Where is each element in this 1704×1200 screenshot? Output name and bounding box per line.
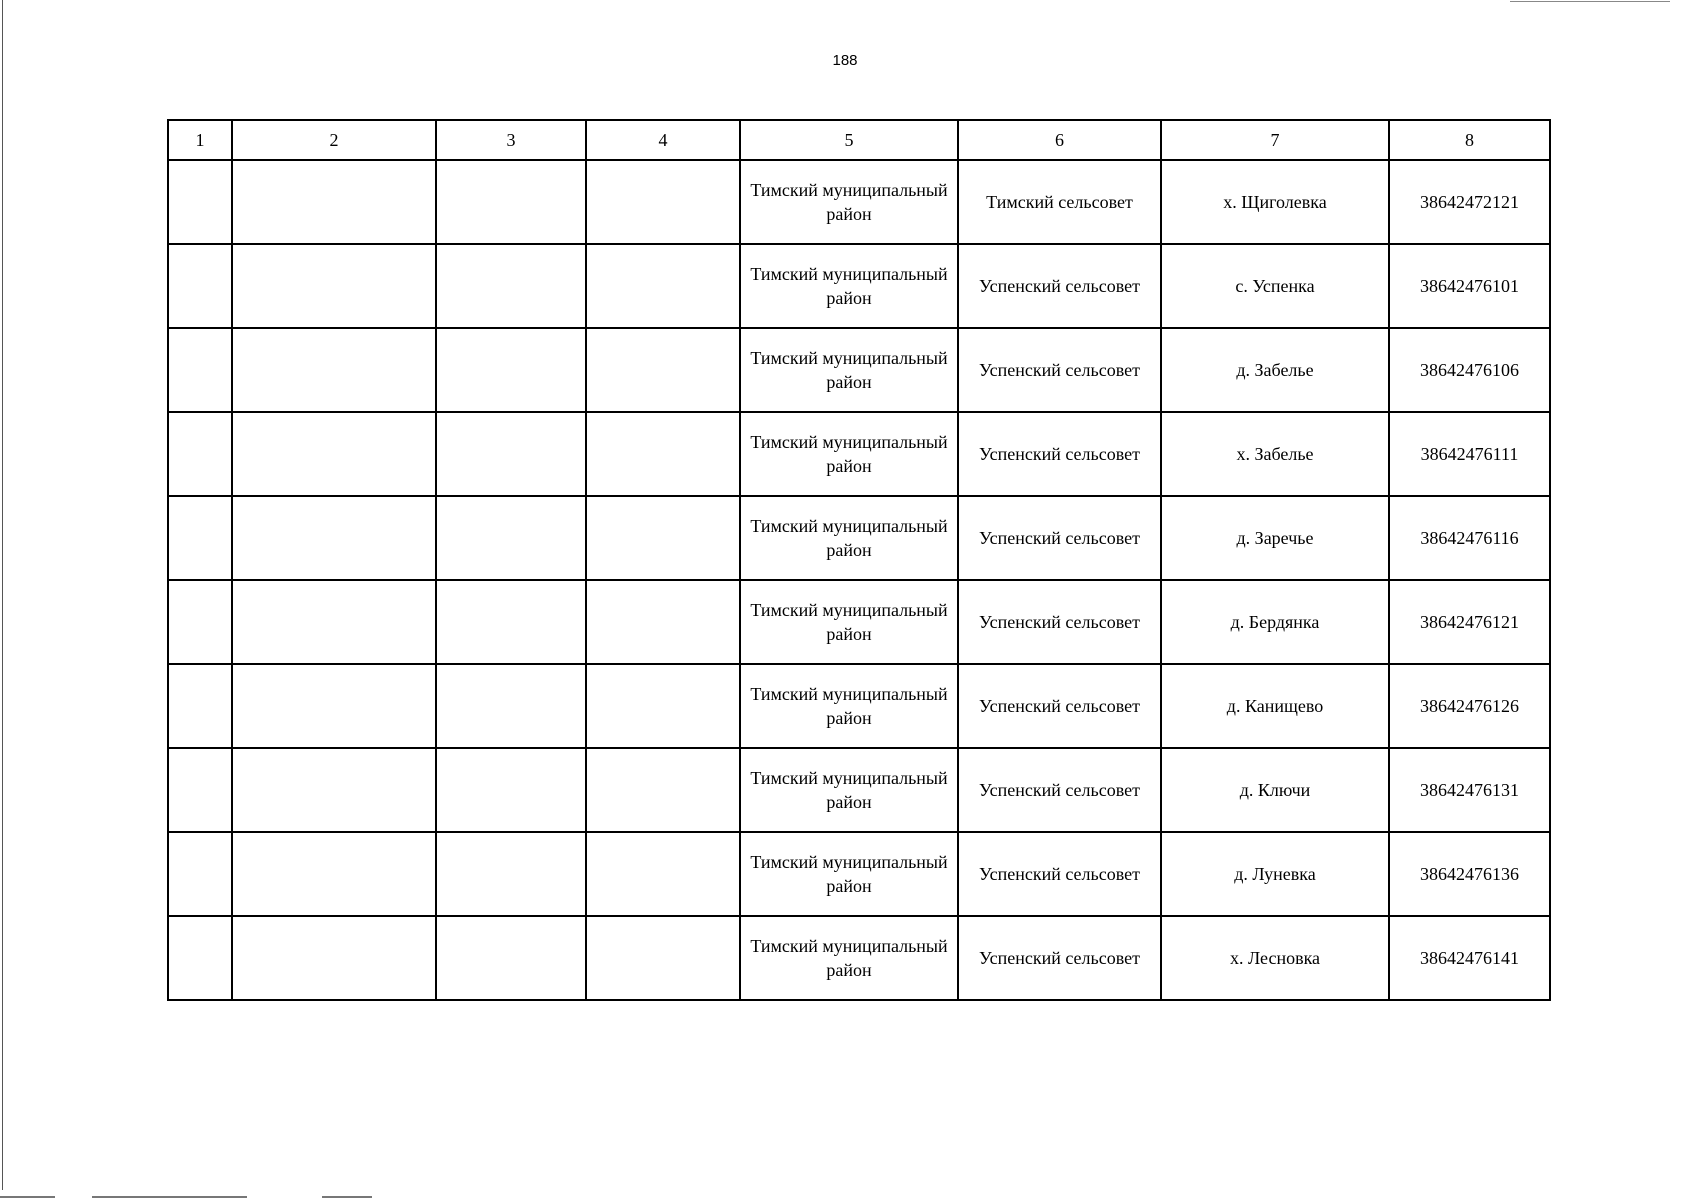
cell-district: Тимский муниципальный район	[740, 244, 958, 328]
cell-col3	[436, 412, 586, 496]
cell-col4	[586, 412, 740, 496]
table-row	[168, 916, 1550, 1000]
cell-code: 38642476101	[1389, 244, 1550, 328]
cell-col2	[232, 496, 436, 580]
cell-col2	[232, 412, 436, 496]
cell-col4	[586, 832, 740, 916]
column-header: 1	[168, 120, 232, 160]
cell-settlement: д. Бердянка	[1161, 580, 1389, 664]
cell-col3	[436, 496, 586, 580]
cell-settlement: д. Канищево	[1161, 664, 1389, 748]
cell-col1	[168, 412, 232, 496]
cell-district: Тимский муниципальный район	[740, 832, 958, 916]
scan-bottom-mark	[0, 1196, 55, 1198]
table-row	[168, 748, 1550, 832]
table-header-row	[168, 120, 1550, 160]
column-header: 3	[436, 120, 586, 160]
cell-code: 38642472121	[1389, 160, 1550, 244]
cell-settlement: д. Заречье	[1161, 496, 1389, 580]
cell-district: Тимский муниципальный район	[740, 496, 958, 580]
cell-district: Тимский муниципальный район	[740, 412, 958, 496]
column-header: 6	[958, 120, 1161, 160]
cell-col3	[436, 748, 586, 832]
page-number: 188	[832, 52, 858, 69]
cell-col2	[232, 832, 436, 916]
table-row	[168, 832, 1550, 916]
cell-council: Успенский сельсовет	[958, 580, 1161, 664]
column-header: 5	[740, 120, 958, 160]
cell-district: Тимский муниципальный район	[740, 748, 958, 832]
cell-col2	[232, 664, 436, 748]
cell-col3	[436, 160, 586, 244]
scan-left-edge	[2, 0, 3, 1190]
table-row	[168, 160, 1550, 244]
cell-col3	[436, 664, 586, 748]
cell-col3	[436, 580, 586, 664]
cell-council: Успенский сельсовет	[958, 748, 1161, 832]
cell-settlement: д. Ключи	[1161, 748, 1389, 832]
cell-council: Успенский сельсовет	[958, 916, 1161, 1000]
table-row	[168, 496, 1550, 580]
cell-district: Тимский муниципальный район	[740, 328, 958, 412]
cell-settlement: д. Луневка	[1161, 832, 1389, 916]
cell-col2	[232, 244, 436, 328]
cell-col1	[168, 244, 232, 328]
cell-col4	[586, 328, 740, 412]
table-row	[168, 328, 1550, 412]
cell-col1	[168, 664, 232, 748]
table-row	[168, 664, 1550, 748]
cell-council: Успенский сельсовет	[958, 832, 1161, 916]
cell-col1	[168, 832, 232, 916]
table-row	[168, 412, 1550, 496]
column-header: 4	[586, 120, 740, 160]
cell-code: 38642476121	[1389, 580, 1550, 664]
cell-col1	[168, 496, 232, 580]
registry-table	[167, 119, 1551, 1001]
cell-code: 38642476136	[1389, 832, 1550, 916]
cell-settlement: х. Лесновка	[1161, 916, 1389, 1000]
cell-col4	[586, 160, 740, 244]
cell-col3	[436, 328, 586, 412]
cell-settlement: с. Успенка	[1161, 244, 1389, 328]
cell-council: Тимский сельсовет	[958, 160, 1161, 244]
cell-col2	[232, 748, 436, 832]
table-row	[168, 244, 1550, 328]
cell-col4	[586, 244, 740, 328]
cell-col1	[168, 916, 232, 1000]
cell-col3	[436, 832, 586, 916]
table-row	[168, 580, 1550, 664]
cell-col2	[232, 580, 436, 664]
cell-col1	[168, 328, 232, 412]
scan-top-edge	[1510, 1, 1670, 2]
column-header: 2	[232, 120, 436, 160]
cell-council: Успенский сельсовет	[958, 244, 1161, 328]
cell-col2	[232, 328, 436, 412]
cell-settlement: х. Щиголевка	[1161, 160, 1389, 244]
cell-district: Тимский муниципальный район	[740, 916, 958, 1000]
cell-code: 38642476111	[1389, 412, 1550, 496]
cell-district: Тимский муниципальный район	[740, 580, 958, 664]
cell-council: Успенский сельсовет	[958, 412, 1161, 496]
cell-col4	[586, 496, 740, 580]
cell-code: 38642476131	[1389, 748, 1550, 832]
cell-col1	[168, 748, 232, 832]
cell-council: Успенский сельсовет	[958, 496, 1161, 580]
cell-col4	[586, 916, 740, 1000]
cell-col3	[436, 244, 586, 328]
cell-col1	[168, 580, 232, 664]
cell-code: 38642476106	[1389, 328, 1550, 412]
cell-settlement: д. Забелье	[1161, 328, 1389, 412]
cell-col4	[586, 748, 740, 832]
scan-bottom-mark	[92, 1196, 247, 1198]
cell-col2	[232, 916, 436, 1000]
cell-col3	[436, 916, 586, 1000]
cell-col4	[586, 580, 740, 664]
cell-council: Успенский сельсовет	[958, 328, 1161, 412]
cell-col4	[586, 664, 740, 748]
cell-settlement: х. Забелье	[1161, 412, 1389, 496]
cell-code: 38642476116	[1389, 496, 1550, 580]
cell-code: 38642476126	[1389, 664, 1550, 748]
cell-council: Успенский сельсовет	[958, 664, 1161, 748]
cell-col2	[232, 160, 436, 244]
column-header: 8	[1389, 120, 1550, 160]
column-header: 7	[1161, 120, 1389, 160]
cell-district: Тимский муниципальный район	[740, 664, 958, 748]
cell-code: 38642476141	[1389, 916, 1550, 1000]
cell-district: Тимский муниципальный район	[740, 160, 958, 244]
cell-col1	[168, 160, 232, 244]
scan-bottom-mark	[322, 1196, 372, 1198]
